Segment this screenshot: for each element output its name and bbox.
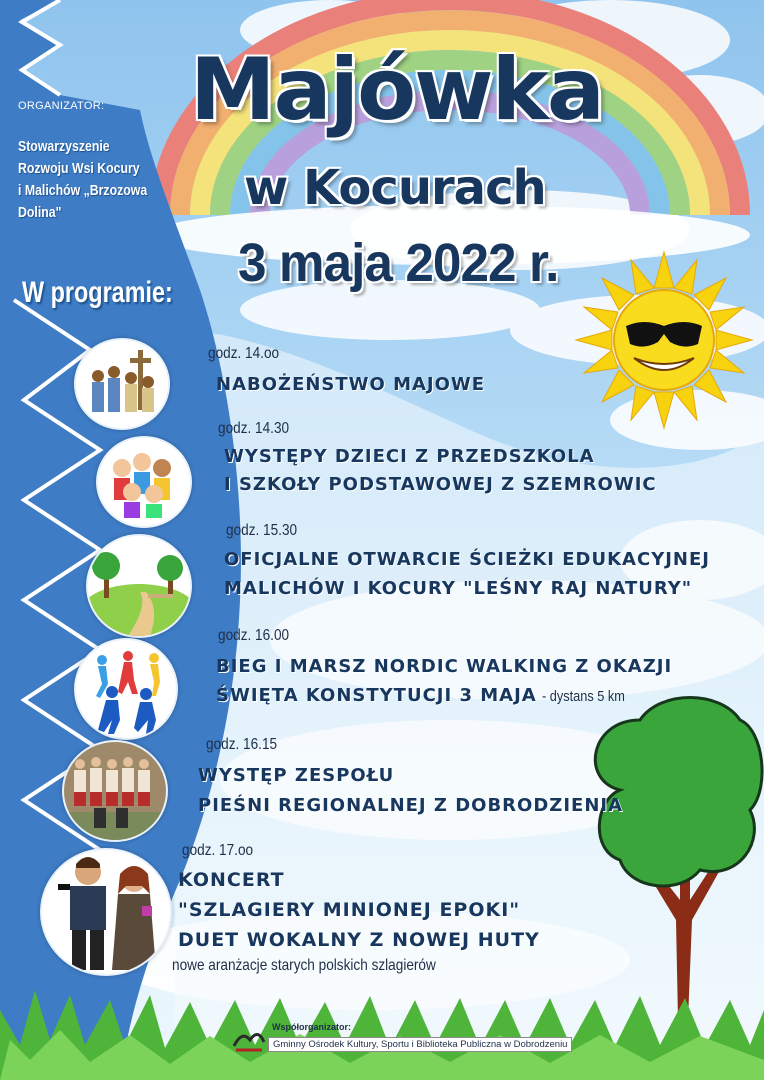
children-icon — [96, 436, 192, 528]
goksibp-logo-icon — [232, 1024, 266, 1054]
schedule-note-4: - dystans 5 km — [542, 688, 625, 705]
schedule-time-4: godz. 16.00 — [218, 627, 290, 644]
co-organizer-label: Współorganizator: — [272, 1022, 351, 1032]
schedule-time-2: godz. 14.30 — [218, 420, 290, 437]
schedule-title-6a: KONCERT — [178, 869, 285, 891]
schedule-title-2b: I SZKOŁY PODSTAWOWEJ Z SZEMROWIC — [224, 474, 657, 495]
co-organizer-name: Gminny Ośrodek Kultury, Sportu i Biblioteka Publiczna w Dobrodzeniu — [268, 1037, 572, 1052]
sun-icon — [576, 252, 752, 428]
schedule-title-6c: DUET WOKALNY Z NOWEJ HUTY — [178, 929, 540, 951]
poster-subtitle: w Kocurach — [244, 160, 546, 216]
schedule-title-4a: BIEG I MARSZ NORDIC WALKING Z OKAZJI — [216, 656, 673, 677]
schedule-time-3: godz. 15.30 — [226, 522, 298, 539]
schedule-time-1: godz. 14.oo — [208, 345, 280, 362]
schedule-note-6: nowe aranżacje starych polskich szlagierów — [172, 957, 436, 974]
schedule-title-1: NABOŻEŃSTWO MAJOWE — [216, 374, 486, 395]
event-date: 3 maja 2022 r. — [238, 233, 559, 293]
schedule-title-2a: WYSTĘPY DZIECI Z PRZEDSZKOLA — [224, 446, 595, 467]
poster-title: Majówka — [190, 40, 603, 140]
schedule-title-3b: MALICHÓW I KOCURY "LEŚNY RAJ NATURY" — [224, 578, 693, 599]
runners-icon — [74, 638, 178, 740]
singers-duo-photo — [40, 848, 172, 976]
park-path-icon — [86, 534, 192, 638]
organizer-name: Stowarzyszenie Rozwoju Wsi Kocury i Malichów „Brzozowa Dolina" — [18, 138, 148, 221]
schedule-title-6b: "SZLAGIERY MINIONEJ EPOKI" — [178, 899, 521, 921]
schedule-title-5b: PIEŚNI REGIONALNEJ Z DOBRODZIENIA — [198, 795, 624, 816]
schedule-title-5a: WYSTĘP ZESPOŁU — [198, 765, 395, 786]
program-heading: W programie: — [22, 276, 173, 309]
schedule-time-5: godz. 16.15 — [206, 736, 278, 753]
organizer-label: ORGANIZATOR: — [18, 100, 105, 112]
schedule-title-4b: ŚWIĘTA KONSTYTUCJI 3 MAJA — [216, 685, 537, 706]
schedule-time-6: godz. 17.oo — [182, 842, 254, 859]
schedule-title-3a: OFICJALNE OTWARCIE ŚCIEŻKI EDUKACYJNEJ — [224, 549, 710, 570]
church-procession-icon — [74, 338, 170, 430]
folk-group-photo — [62, 740, 168, 842]
